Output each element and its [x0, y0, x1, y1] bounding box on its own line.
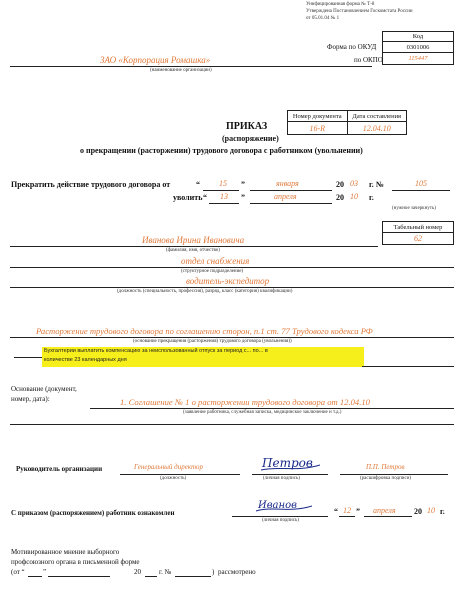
dismiss-year-suffix: г.	[369, 193, 374, 202]
union-line-2: профсоюзного органа в письменной форме	[11, 558, 140, 566]
head-signature-underline	[252, 474, 328, 475]
terminate-quote-open: “	[196, 180, 200, 189]
doc-number-header: Номер документа	[288, 111, 348, 122]
head-signature	[258, 452, 328, 474]
ack-month: апреля	[373, 506, 396, 515]
okud-label: Форма по ОКУД	[327, 43, 377, 51]
employee-signature	[254, 494, 324, 516]
dismiss-month-underline	[250, 203, 332, 204]
doc-date-header: Дата составления	[347, 111, 407, 122]
terminate-label: Прекратить действие трудового договора от	[11, 180, 171, 189]
codes-header: Код	[383, 32, 454, 42]
head-decoding: П.П. Петров	[366, 463, 405, 471]
accounting-note-line-2: количестве 23 календарных дня	[44, 357, 127, 363]
terminate-quote-close: ”	[241, 180, 245, 189]
terminate-number-underline	[392, 190, 450, 191]
dismiss-quote-close: ”	[241, 193, 245, 202]
head-signature-text: Петров	[262, 456, 313, 470]
organization-name: ЗАО «Корпорация Ромашка»	[100, 55, 211, 65]
terminate-month: января	[276, 179, 299, 188]
terminate-month-underline	[250, 190, 332, 191]
head-decoding-caption: (расшифровка подписи)	[360, 476, 412, 481]
union-day-underline	[28, 576, 42, 577]
ack-day-underline	[339, 516, 355, 517]
head-decoding-underline	[340, 474, 448, 475]
employee-name: Иванова Ирина Ивановича	[142, 235, 245, 245]
approval-line-3: от 05.01.04 № 1	[306, 16, 340, 21]
dismiss-year: 10	[350, 192, 358, 201]
union-line-3-quote: ”	[43, 568, 47, 576]
doc-number-value: 16-R	[288, 122, 348, 135]
basis-caption: (заявление работника, служебная записка, медицинское заключение и т.д.)	[183, 410, 342, 415]
terminate-year-prefix: 20	[336, 180, 344, 189]
ack-month-underline	[364, 516, 412, 517]
termination-ground: Расторжение трудового договора по соглашению сторон, п.1 ст. 77 Трудового кодекса РФ	[36, 326, 373, 336]
order-subject: о прекращении (расторжении) трудового договора с работником (увольнении)	[80, 146, 363, 155]
employee-signature-caption: (личная подпись)	[262, 518, 299, 523]
employee-signature-underline	[232, 516, 328, 517]
accounting-note	[42, 347, 364, 367]
employee-name-caption: (фамилия, имя, отчество)	[166, 248, 220, 253]
terminate-year: 03	[350, 179, 358, 188]
note-trailing-line	[362, 366, 454, 367]
head-position: Генеральный директор	[134, 463, 204, 471]
organization-underline	[10, 66, 372, 67]
employee-position-caption: (должность (специальность, профессия), разряд, класс (категория) квалификации)	[117, 289, 293, 294]
head-position-caption: (должность)	[160, 476, 187, 481]
union-line-3-year: 20	[134, 568, 141, 576]
doc-number-table	[287, 110, 407, 135]
head-position-underline	[120, 474, 240, 475]
ack-quote-open: “	[334, 507, 338, 516]
terminate-year-suffix: г. №	[369, 180, 384, 189]
union-month-underline	[48, 576, 110, 577]
employee-department: отдел снабжения	[181, 256, 250, 266]
ack-quote-close: ”	[356, 507, 360, 516]
employee-signature-text: Иванов	[258, 500, 297, 511]
terminate-day-underline	[203, 190, 239, 191]
order-subtitle: (распоряжение)	[222, 134, 279, 143]
dismiss-year-prefix: 20	[336, 193, 344, 202]
terminate-day: 15	[219, 179, 227, 188]
union-number-underline	[175, 576, 211, 577]
dismiss-month: апреля	[274, 192, 297, 201]
note-leading-line	[14, 357, 42, 358]
terminate-number: 105	[415, 179, 427, 188]
employee-department-caption: (структурное подразделение)	[181, 269, 244, 274]
union-line-1: Мотивированное мнение выборного	[11, 548, 120, 556]
ack-year: 10	[427, 506, 435, 515]
union-year-underline	[145, 576, 157, 577]
head-signature-caption: (личная подпись)	[263, 476, 300, 481]
ack-year-prefix: 20	[414, 507, 422, 516]
okud-value: 0301006	[383, 42, 454, 53]
dismiss-day-underline	[209, 203, 239, 204]
ack-label: С приказом (распоряжением) работник ознакомлен	[11, 509, 175, 517]
termination-ground-caption: (основание прекращения (расторжения) трудового договора (увольнения))	[133, 339, 292, 344]
approval-line-2: Утверждена Постановлением Госкомстата России	[306, 9, 413, 14]
employee-name-underline	[10, 246, 378, 247]
basis-text: 1. Соглашение № 1 о расторжении трудового договора от 12.04.10	[120, 397, 370, 407]
tabnum-value: 62	[383, 233, 454, 245]
employee-position-underline	[10, 287, 454, 288]
dismiss-quote-open: “	[203, 193, 207, 202]
tabnum-table	[382, 221, 454, 245]
dismiss-note: (нужное зачеркнуть)	[392, 206, 436, 211]
head-label: Руководитель организации	[16, 465, 103, 473]
basis-underline	[90, 408, 454, 409]
okpo-value: 115447	[383, 53, 454, 65]
ack-day: 12	[343, 506, 351, 515]
employee-position: водитель-экспедитор	[186, 276, 270, 286]
codes-table	[382, 31, 454, 65]
approval-line-1: Унифицированная форма № Т-8	[306, 2, 375, 7]
termination-ground-underline	[10, 337, 454, 338]
organization-caption: (наименование организации)	[150, 68, 212, 73]
union-line-3-close: )	[212, 568, 215, 576]
basis-extra-line	[10, 424, 454, 425]
dismiss-day: 13	[220, 192, 228, 201]
basis-label-2: номер, дата):	[11, 395, 50, 403]
dismiss-label: уволить	[173, 193, 203, 202]
accounting-note-line-1: Бухгалтерии выплатить компенсацию за неиспользованный отпуск за период с... по... в	[44, 348, 268, 354]
ack-year-suffix: г.	[440, 507, 445, 516]
order-title: ПРИКАЗ	[226, 121, 268, 132]
basis-label-1: Основание (документ,	[11, 385, 77, 393]
union-line-3-status: рассмотрено	[218, 568, 256, 576]
tabnum-header: Табельный номер	[383, 222, 454, 233]
okpo-label: по ОКПО	[354, 56, 383, 64]
doc-date-value: 12.04.10	[347, 122, 407, 135]
union-line-3-open: (от “	[11, 568, 25, 576]
employee-department-underline	[10, 267, 454, 268]
union-line-3-number: г. №	[159, 568, 172, 576]
